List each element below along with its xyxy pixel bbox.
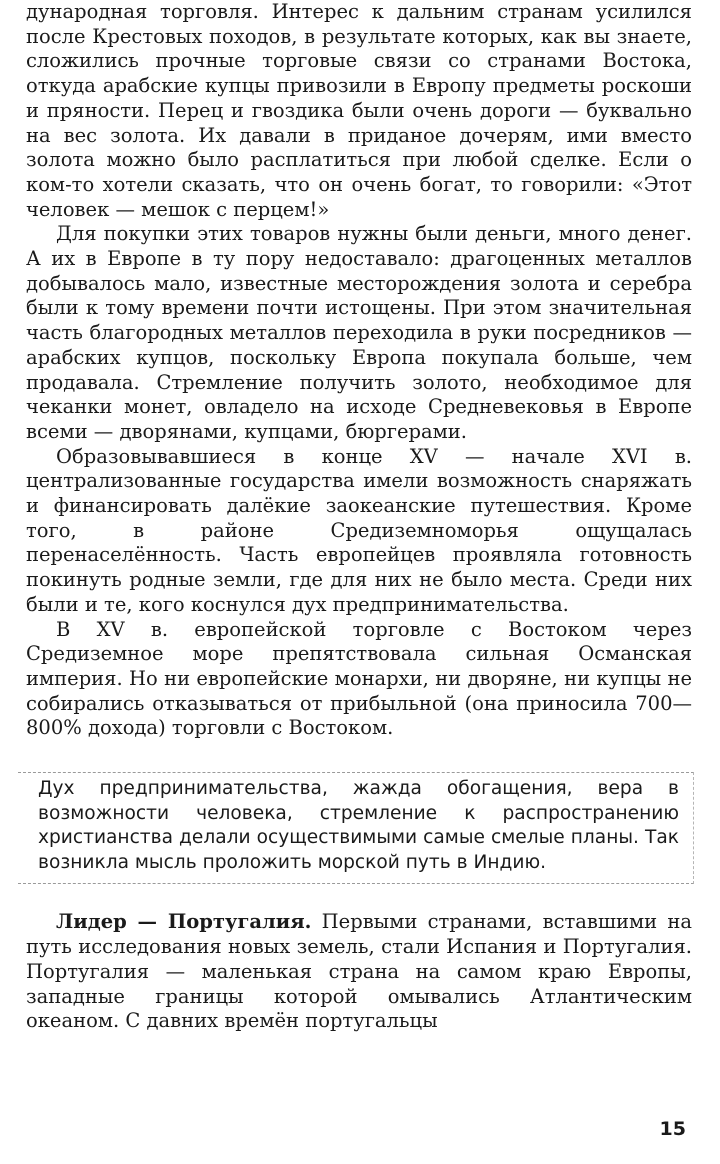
page-number: 15 <box>659 1118 686 1140</box>
section-portugal <box>26 910 692 1034</box>
callout-box <box>18 772 694 884</box>
section-heading: Лидер — Португалия. <box>56 910 312 934</box>
paragraph-trade: дународная торговля. Интерес к дальним странам усилился после Крестовых походов, в результате которых, как вы знаете, сложились прочные торговые связи со странами Востока, откуда арабские купцы привозили в Европу предметы роскоши и пряности. Перец и гвоздика были очень дороги — буквально на вес золота. Их давали в приданое дочерям, ими вместо золота можно было расплатиться при любой сделке. Если о ком-то хотели сказать, что он очень богат, то говорили: «Этот человек — мешок с перцем!» <box>26 0 692 221</box>
callout-text: Дух предпринимательства, жажда обогащения, вера в возможности человека, стремление к распространению христианства делали осуществимыми самые смелые планы. Так возникла мысль проложить морской путь в Индию. <box>38 778 679 873</box>
page-body <box>26 0 692 1034</box>
paragraph-states: Образовывавшиеся в конце XV — начале XVI в. централизованные государства имели возможность снаряжать и финансировать далёкие заокеанские путешествия. Кроме того, в районе Средиземноморья ощущалась перенаселённость. Часть европейцев проявляла готовность покинуть родные земли, где для них не было места. Среди них были и те, кого коснулся дух предпринимательства. <box>26 444 692 616</box>
section-text: Первыми странами, вставшими на путь исследования новых земель, стали Испания и Португалия. Португалия — маленькая страна на самом краю Европы, западные границы которой омывались Атлантическим океаном. С давних времён португальцы <box>26 910 693 1033</box>
paragraph-ottoman: В XV в. европейской торговле с Востоком через Средиземное море препятствовала сильная Османская империя. Но ни европейские монархи, ни дворяне, ни купцы не собирались отказываться от прибыльной (она приносила 700—800% дохода) торговли с Востоком. <box>26 617 692 740</box>
paragraph-money: Для покупки этих товаров нужны были деньги, много денег. А их в Европе в ту пору недоставало: драгоценных металлов добывалось мало, известные месторождения золота и серебра были к тому времени почти истощены. При этом значительная часть благородных металлов переходила в руки посредников — арабских купцов, поскольку Европа покупала больше, чем продавала. Стремление получить золото, необходимое для чеканки монет, овладело на исходе Средневековья в Европе всеми — дворянами, купцами, бюргерами. <box>26 222 692 443</box>
